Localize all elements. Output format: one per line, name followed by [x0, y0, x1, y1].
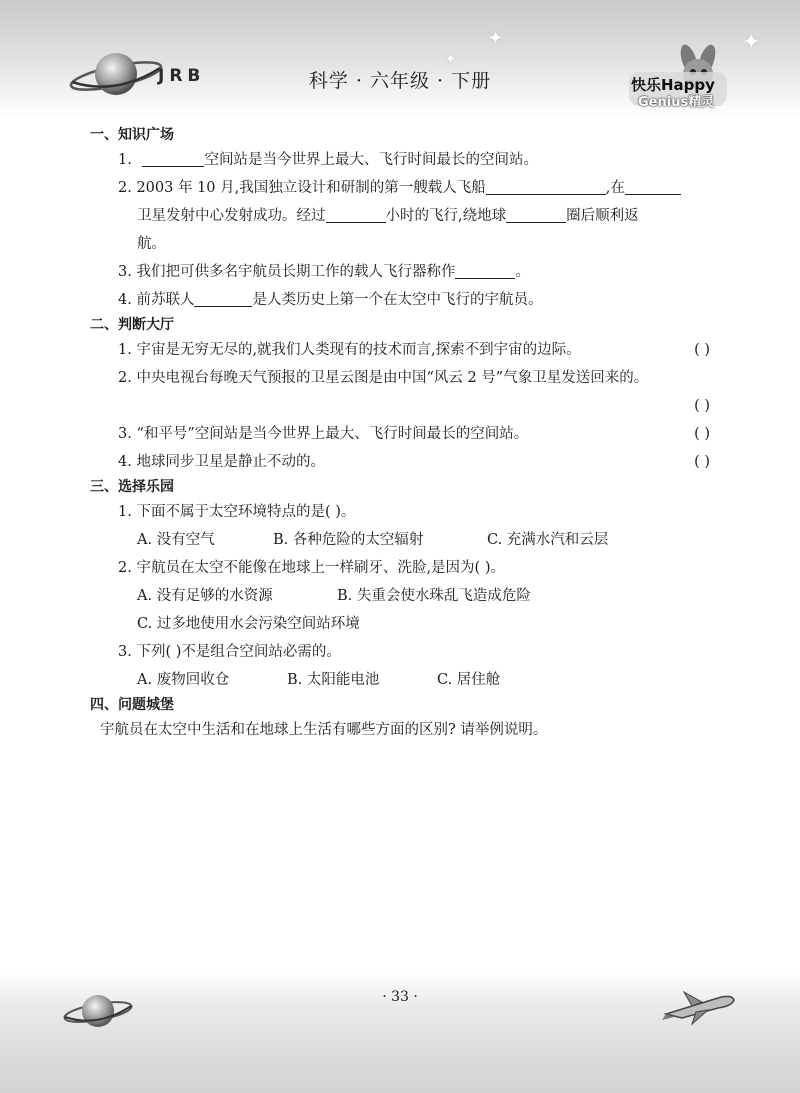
question-text: 下列( )不是组合空间站必需的。	[136, 644, 341, 660]
question-text: 地球同步卫星是静止不动的。	[136, 454, 325, 470]
question-number: 2.	[118, 370, 132, 386]
page-title: 科学 · 六年级 · 下册	[308, 70, 492, 92]
answer-paren[interactable]: ( )	[694, 342, 710, 358]
star-icon: ✦	[488, 28, 504, 49]
option-a[interactable]: A. 没有空气	[137, 532, 215, 548]
option-a[interactable]: A. 废物回收仓	[137, 672, 230, 688]
question-text: 2003 年 10 月,我国独立设计和研制的第一艘载人飞船	[136, 180, 486, 196]
question-line	[90, 554, 730, 582]
brand-logo: JRB	[158, 66, 206, 86]
question-line	[90, 258, 730, 286]
question-text: 。	[515, 264, 530, 280]
option-c[interactable]: C. 居住舱	[437, 672, 501, 688]
question-text: 空间站是当今世界上最大、飞行时间最长的空间站。	[204, 152, 538, 168]
question-number: 1.	[118, 152, 132, 168]
option-b[interactable]: B. 太阳能电池	[287, 672, 380, 688]
question-text: ,在	[605, 180, 625, 196]
section-heading: 三、选择乐园	[90, 479, 174, 495]
option-c[interactable]: C. 充满水汽和云层	[487, 532, 609, 548]
question-number: 1.	[118, 342, 132, 358]
answer-blank[interactable]	[625, 178, 681, 195]
star-icon: ✦	[445, 52, 456, 67]
answer-paren[interactable]: ( )	[694, 398, 710, 414]
section-heading: 一、知识广场	[90, 127, 174, 143]
answer-blank[interactable]	[194, 290, 252, 307]
question-line	[90, 392, 730, 420]
answer-blank[interactable]	[142, 150, 204, 167]
question-text: 宇航员在太空不能像在地球上一样刷牙、洗脸,是因为( )。	[136, 560, 505, 576]
question-text: 小时的飞行,绕地球	[385, 208, 507, 224]
question-number: 3.	[118, 426, 132, 442]
answer-blank[interactable]	[455, 262, 515, 279]
question-line	[90, 364, 730, 392]
question-line	[90, 420, 730, 448]
question-line	[90, 146, 730, 174]
question-number: 4.	[118, 292, 132, 308]
question-line	[90, 286, 730, 314]
question-text: 卫星发射中心发射成功。经过	[137, 208, 326, 224]
answer-paren[interactable]: ( )	[694, 454, 710, 470]
question-number: 3.	[118, 264, 132, 280]
question-number: 4.	[118, 454, 132, 470]
question-line	[90, 498, 730, 526]
question-line	[90, 716, 730, 744]
page-number: · 33 ·	[382, 989, 418, 1005]
answer-paren[interactable]: ( )	[694, 426, 710, 442]
question-line	[90, 448, 730, 476]
option-a[interactable]: A. 没有足够的水资源	[137, 588, 273, 604]
option-b[interactable]: B. 失重会使水珠乱飞造成危险	[337, 588, 531, 604]
answer-blank[interactable]	[486, 178, 606, 195]
star-icon: ✦	[742, 30, 761, 55]
option-row	[90, 666, 730, 694]
option-row	[90, 582, 730, 610]
space-shuttle-icon	[662, 984, 738, 1028]
question-text: “和平号”空间站是当今世界上最大、飞行时间最长的空间站。	[136, 426, 529, 442]
question-text: 航。	[137, 236, 166, 252]
question-line	[90, 230, 730, 258]
option-row	[90, 610, 730, 638]
question-number: 1.	[118, 504, 132, 520]
question-text: 前苏联人	[136, 292, 195, 308]
question-text: 下面不属于太空环境特点的是( )。	[136, 504, 356, 520]
question-number: 2.	[118, 560, 132, 576]
question-line	[90, 174, 730, 202]
question-text: 我们把可供多名宇航员长期工作的载人飞行器称作	[136, 264, 456, 280]
question-text: 宇航员在太空中生活和在地球上生活有哪些方面的区别? 请举例说明。	[100, 722, 548, 738]
badge-text: 快乐Happy	[631, 76, 715, 94]
answer-blank[interactable]	[506, 206, 566, 223]
question-text: 圈后顺利返	[566, 208, 639, 224]
question-number: 3.	[118, 644, 132, 660]
option-row	[90, 526, 730, 554]
question-line	[90, 336, 730, 364]
section-heading: 四、问题城堡	[90, 697, 174, 713]
worksheet-content	[90, 118, 730, 744]
option-b[interactable]: B. 各种危险的太空辐射	[273, 532, 424, 548]
option-c[interactable]: C. 过多地使用水会污染空间站环境	[137, 616, 360, 632]
question-line	[90, 638, 730, 666]
question-number: 2.	[118, 180, 132, 196]
badge-subtext: Genius精灵	[638, 95, 715, 110]
section-heading: 二、判断大厅	[90, 317, 174, 333]
question-text: 是人类历史上第一个在太空中飞行的宇航员。	[252, 292, 543, 308]
question-line	[90, 202, 730, 230]
question-text: 中央电视台每晚天气预报的卫星云图是由中国“风云 2 号”气象卫星发送回来的。	[136, 370, 649, 386]
answer-blank[interactable]	[326, 206, 386, 223]
question-text: 宇宙是无穷无尽的,就我们人类现有的技术而言,探索不到宇宙的边际。	[136, 342, 581, 358]
